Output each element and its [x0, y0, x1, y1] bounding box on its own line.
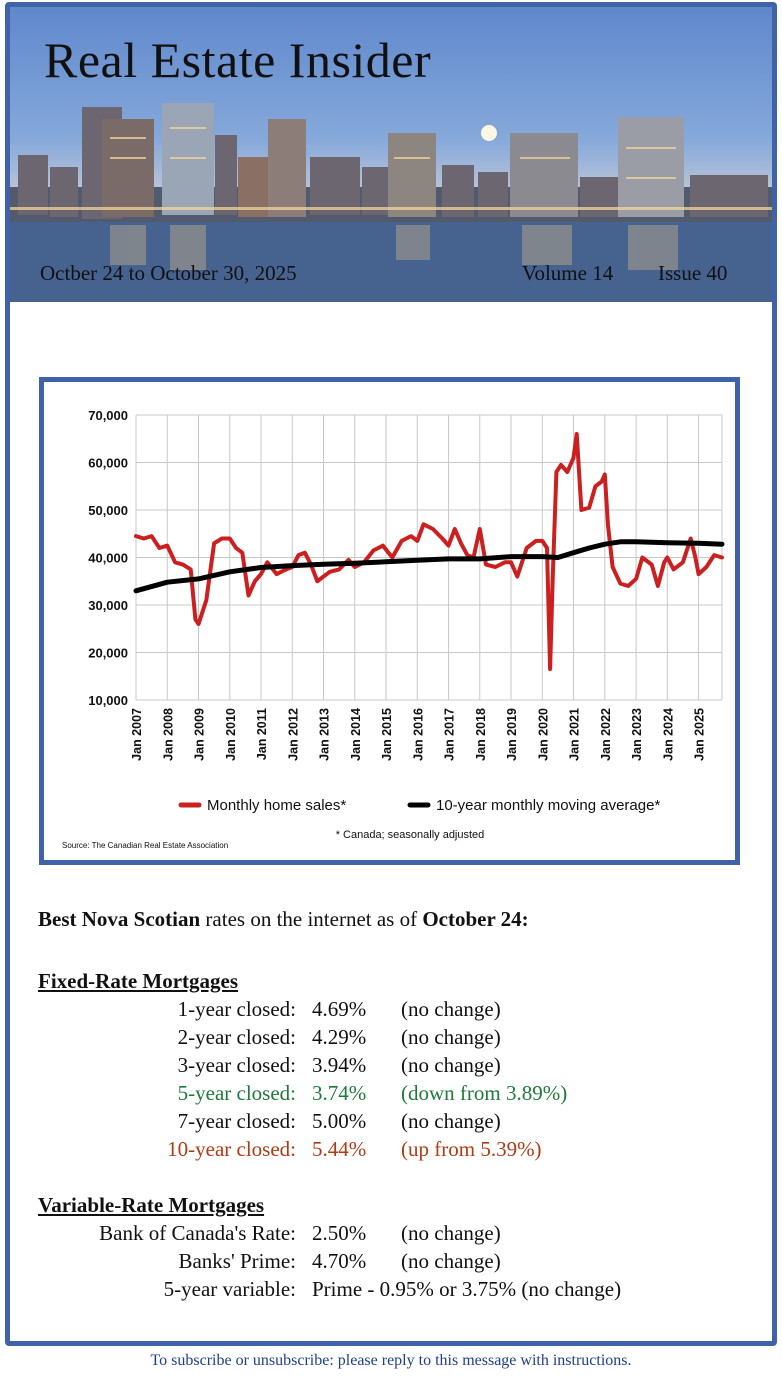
rate-row [38, 997, 758, 1025]
rate-value: 2.50% [312, 1221, 367, 1245]
rate-value: 4.70% [312, 1249, 367, 1273]
rate-label: Bank of Canada's Rate: [99, 1221, 296, 1245]
rate-label: Banks' Prime: [178, 1249, 296, 1273]
x-tick-label: Jan 2011 [255, 708, 270, 761]
x-tick-label: Jan 2020 [536, 708, 551, 761]
home-sales-chart [39, 377, 740, 865]
x-tick-label: Jan 2015 [380, 708, 395, 761]
rate-label: 5-year variable: [163, 1277, 296, 1301]
rate-row [38, 1137, 758, 1165]
fixed-rate-heading: Fixed-Rate Mortgages [38, 969, 239, 993]
rate-row [38, 1053, 758, 1081]
x-tick-label: Jan 2014 [348, 708, 363, 761]
y-tick-label: 50,000 [88, 503, 128, 518]
moving-average-line [136, 542, 722, 591]
rate-value: 4.29% [312, 1025, 367, 1049]
x-tick-label: Jan 2024 [661, 708, 676, 761]
rate-value: 4.69% [312, 997, 367, 1021]
rate-change: (no change) [401, 1053, 501, 1077]
legend-label: Monthly home sales* [207, 797, 347, 814]
rate-label: 7-year closed: [177, 1109, 296, 1133]
rate-change: (no change) [401, 1221, 501, 1245]
rate-label: 10-year closed: [167, 1137, 296, 1161]
rate-row [38, 1277, 758, 1305]
rate-row [38, 1081, 758, 1109]
rate-value: Prime - 0.95% or 3.75% (no change) [312, 1277, 622, 1301]
rates-intro-text: rates on the internet as of [200, 907, 423, 931]
rate-change: (no change) [401, 997, 501, 1021]
newsletter-frame [5, 2, 777, 1346]
rate-change: (no change) [401, 1025, 501, 1049]
x-tick-label: Jan 2013 [317, 708, 332, 761]
x-tick-label: Jan 2016 [411, 708, 426, 761]
issue-volume: Volume 14 [522, 261, 614, 285]
x-tick-label: Jan 2023 [630, 708, 645, 761]
subscribe-footer: To subscribe or unsubscribe: please reply to this message with instructions. [150, 1352, 632, 1369]
x-axis [130, 708, 707, 761]
x-tick-label: Jan 2017 [442, 708, 457, 761]
y-tick-label: 20,000 [88, 645, 128, 661]
rate-change: (no change) [401, 1109, 501, 1133]
x-tick-label: Jan 2007 [130, 708, 144, 761]
x-tick-label: Jan 2012 [286, 708, 301, 761]
x-tick-label: Jan 2018 [473, 708, 488, 761]
legend-label: 10-year monthly moving average* [436, 797, 661, 814]
y-tick-label: 40,000 [88, 550, 128, 566]
x-tick-label: Jan 2021 [567, 708, 582, 761]
x-tick-label: Jan 2010 [223, 708, 238, 761]
rate-row [38, 1109, 758, 1137]
rate-row [38, 1025, 758, 1053]
x-tick-label: Jan 2008 [161, 708, 176, 761]
y-tick-label: 10,000 [88, 693, 128, 708]
rate-change: (no change) [401, 1249, 501, 1273]
chart-series [136, 434, 722, 669]
x-tick-label: Jan 2025 [692, 708, 707, 761]
monthly-sales-line [136, 434, 722, 669]
chart-canvas [44, 382, 735, 860]
rate-label: 3-year closed: [177, 1053, 296, 1077]
masthead-title: Real Estate Insider [44, 32, 432, 88]
rates-intro [38, 907, 529, 932]
y-tick-label: 30,000 [88, 598, 128, 613]
chart-source: Source: The Canadian Real Estate Association [62, 841, 229, 850]
masthead-banner [10, 7, 772, 302]
rate-label: 2-year closed: [177, 1025, 296, 1049]
rate-change: (up from 5.39%) [401, 1137, 542, 1161]
rate-row [38, 1221, 758, 1249]
variable-rate-heading: Variable-Rate Mortgages [38, 1193, 265, 1217]
x-tick-label: Jan 2022 [598, 708, 613, 761]
issue-date-range: Octber 24 to October 30, 2025 [40, 261, 297, 285]
y-tick-label: 70,000 [88, 408, 128, 423]
y-tick-label: 60,000 [88, 455, 128, 471]
rate-row [38, 1249, 758, 1277]
rate-value: 5.00% [312, 1109, 367, 1133]
rate-value: 3.74% [312, 1081, 367, 1105]
x-tick-label: Jan 2019 [505, 708, 520, 761]
rate-value: 3.94% [312, 1053, 367, 1077]
chart-legend [181, 797, 660, 814]
rates-intro-region: Best Nova Scotian [38, 907, 201, 931]
issue-number: Issue 40 [658, 261, 728, 285]
rate-value: 5.44% [312, 1137, 367, 1161]
rate-label: 5-year closed: [177, 1081, 296, 1105]
rates-intro-date: October 24: [422, 907, 529, 931]
x-tick-label: Jan 2009 [192, 708, 207, 761]
rate-label: 1-year closed: [177, 997, 296, 1021]
chart-footnote: * Canada; seasonally adjusted [335, 829, 485, 841]
y-axis [88, 408, 128, 708]
rate-change: (down from 3.89%) [401, 1081, 568, 1105]
